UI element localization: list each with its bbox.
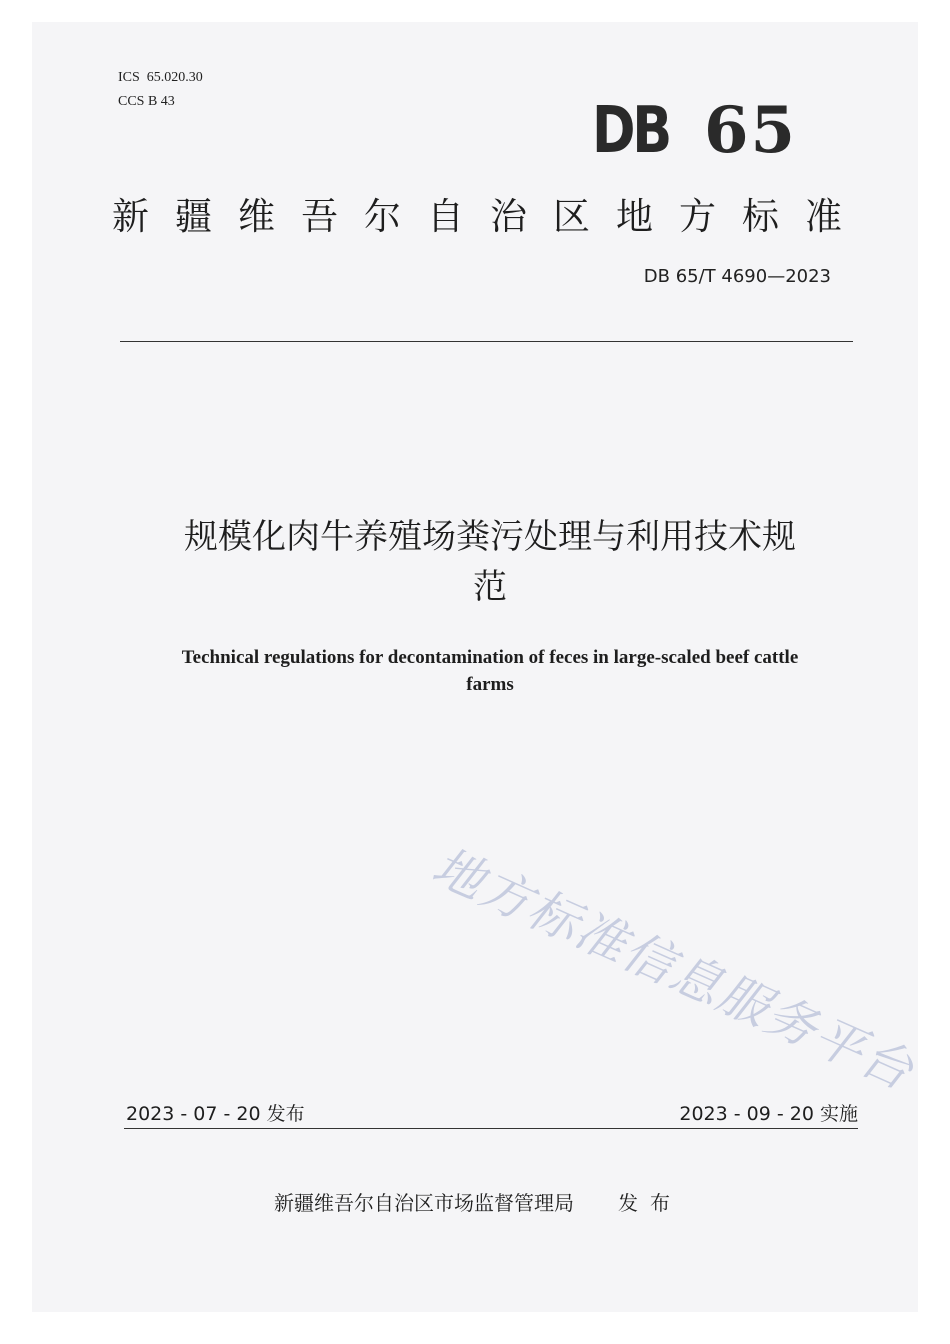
chinese-title-line2: 范 [473, 567, 507, 607]
english-title-line2: farms [466, 674, 514, 695]
publisher-name: 新疆维吾尔自治区市场监督管理局 [274, 1191, 574, 1215]
watermark: 地方标准信息服务平台 [424, 836, 923, 1102]
classification-codes [118, 66, 203, 114]
db-logo-letters: DB [592, 94, 670, 168]
implementation-date: 2023 - 09 - 20 实施 [679, 1103, 858, 1125]
ics-label: ICS [118, 70, 140, 85]
ccs-label: CCS [118, 94, 145, 109]
ics-code: 65.020.30 [146, 70, 203, 85]
publisher-action: 发布 [618, 1191, 682, 1215]
db-logo-number: 65 [704, 93, 798, 168]
db-logo [592, 93, 798, 168]
publisher [274, 1188, 682, 1218]
english-title-line1: Technical regulations for decontamination of feces in large-scaled beef cattle [181, 647, 799, 668]
chinese-title [120, 512, 860, 612]
standard-category-title: 新疆维吾尔自治区地方标准 [112, 195, 868, 238]
release-date: 2023 - 07 - 20 发布 [126, 1103, 305, 1125]
ccs-code: B 43 [147, 94, 175, 109]
standard-number: DB 65/T 4690—2023 [643, 266, 831, 287]
english-title [120, 644, 860, 698]
chinese-title-line1: 规模化肉牛养殖场粪污处理与利用技术规 [184, 517, 796, 557]
footer-divider [124, 1128, 858, 1129]
header-divider [120, 341, 853, 342]
